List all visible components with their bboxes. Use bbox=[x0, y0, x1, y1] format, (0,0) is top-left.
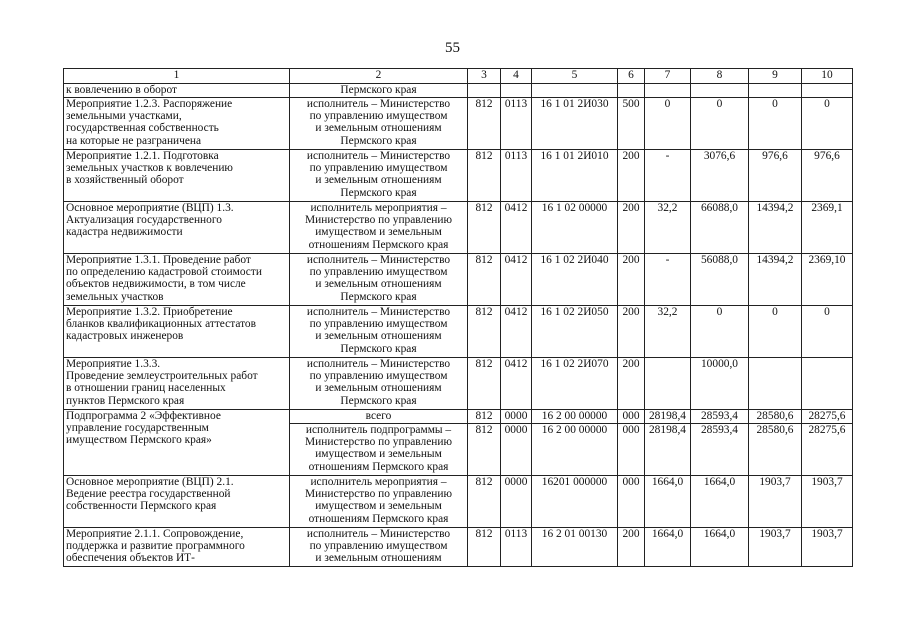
amount-cell-7: 32,2 bbox=[645, 306, 691, 358]
amount-cell-8: 28593,4 bbox=[691, 424, 749, 476]
column-header: 4 bbox=[501, 69, 532, 84]
amount-cell-8: 10000,0 bbox=[691, 358, 749, 410]
grbs-cell: 812 bbox=[468, 254, 501, 306]
amount-cell-8: 0 bbox=[691, 306, 749, 358]
executor-cell: всего bbox=[290, 410, 468, 424]
activity-name-cell: Мероприятие 1.2.3. Распоряжение земельными участками, государственная собственность на которые не разграничена bbox=[64, 98, 290, 150]
executor-cell: исполнитель – Министерство по управлению имуществом и земельным отношениям bbox=[290, 528, 468, 567]
amount-cell-8 bbox=[691, 84, 749, 98]
amount-cell-9: 0 bbox=[749, 306, 802, 358]
amount-cell-10: 2369,10 bbox=[802, 254, 853, 306]
amount-cell-7: 1664,0 bbox=[645, 528, 691, 567]
subprogram-name-cell: Подпрограмма 2 «Эффективное управление государственным имуществом Пермского края» bbox=[64, 410, 290, 476]
expense-type-cell: 200 bbox=[618, 528, 645, 567]
amount-cell-10: 28275,6 bbox=[802, 410, 853, 424]
activity-name-cell: Основное мероприятие (ВЦП) 2.1. Ведение реестра государственной собственности Пермского края bbox=[64, 476, 290, 528]
table-row bbox=[64, 528, 853, 567]
target-article-cell: 16 2 00 00000 bbox=[532, 424, 618, 476]
budget-table bbox=[63, 68, 853, 567]
grbs-cell: 812 bbox=[468, 410, 501, 424]
table-row bbox=[64, 150, 853, 202]
column-number-row bbox=[64, 69, 853, 84]
activity-name-cell: Мероприятие 1.3.3. Проведение землеустроительных работ в отношении границ населенных пунктов Пермского края bbox=[64, 358, 290, 410]
grbs-cell bbox=[468, 84, 501, 98]
column-header: 5 bbox=[532, 69, 618, 84]
amount-cell-10: 1903,7 bbox=[802, 476, 853, 528]
amount-cell-7: 0 bbox=[645, 98, 691, 150]
section-cell: 0412 bbox=[501, 202, 532, 254]
amount-cell-8: 0 bbox=[691, 98, 749, 150]
executor-cell: исполнитель – Министерство по управлению имуществом и земельным отношениям Пермского края bbox=[290, 358, 468, 410]
table-row bbox=[64, 98, 853, 150]
grbs-cell: 812 bbox=[468, 424, 501, 476]
amount-cell-10 bbox=[802, 358, 853, 410]
table-row bbox=[64, 358, 853, 410]
target-article-cell: 16 1 02 2И050 bbox=[532, 306, 618, 358]
section-cell: 0113 bbox=[501, 528, 532, 567]
target-article-cell: 16 2 00 00000 bbox=[532, 410, 618, 424]
executor-cell: исполнитель – Министерство по управлению имуществом и земельным отношениям Пермского края bbox=[290, 98, 468, 150]
amount-cell-8: 3076,6 bbox=[691, 150, 749, 202]
expense-type-cell: 000 bbox=[618, 476, 645, 528]
amount-cell-7 bbox=[645, 358, 691, 410]
table-row bbox=[64, 84, 853, 98]
amount-cell-10: 0 bbox=[802, 98, 853, 150]
amount-cell-9: 14394,2 bbox=[749, 202, 802, 254]
activity-name-cell: Мероприятие 2.1.1. Сопровождение, поддержка и развитие программного обеспечения объектов ИТ- bbox=[64, 528, 290, 567]
target-article-cell: 16201 000000 bbox=[532, 476, 618, 528]
table-row bbox=[64, 476, 853, 528]
section-cell: 0113 bbox=[501, 98, 532, 150]
executor-cell: исполнитель – Министерство по управлению имуществом и земельным отношениям Пермского края bbox=[290, 254, 468, 306]
column-header: 7 bbox=[645, 69, 691, 84]
amount-cell-9: 976,6 bbox=[749, 150, 802, 202]
executor-cell: исполнитель подпрограммы – Министерство по управлению имуществом и земельным отношениям Пермского края bbox=[290, 424, 468, 476]
executor-cell: исполнитель мероприятия – Министерство по управлению имуществом и земельным отношениям Пермского края bbox=[290, 476, 468, 528]
target-article-cell: 16 1 01 2И030 bbox=[532, 98, 618, 150]
amount-cell-9: 28580,6 bbox=[749, 424, 802, 476]
column-header: 8 bbox=[691, 69, 749, 84]
target-article-cell: 16 1 02 2И070 bbox=[532, 358, 618, 410]
expense-type-cell: 200 bbox=[618, 202, 645, 254]
amount-cell-10: 976,6 bbox=[802, 150, 853, 202]
amount-cell-9 bbox=[749, 358, 802, 410]
activity-name-cell: Мероприятие 1.3.2. Приобретение бланков квалификационных аттестатов кадастровых инженеров bbox=[64, 306, 290, 358]
column-header: 2 bbox=[290, 69, 468, 84]
amount-cell-9: 0 bbox=[749, 98, 802, 150]
target-article-cell: 16 1 02 00000 bbox=[532, 202, 618, 254]
expense-type-cell: 500 bbox=[618, 98, 645, 150]
amount-cell-7: - bbox=[645, 254, 691, 306]
amount-cell-9: 14394,2 bbox=[749, 254, 802, 306]
activity-name-cell: к вовлечению в оборот bbox=[64, 84, 290, 98]
amount-cell-8: 66088,0 bbox=[691, 202, 749, 254]
grbs-cell: 812 bbox=[468, 306, 501, 358]
section-cell: 0000 bbox=[501, 476, 532, 528]
column-header: 9 bbox=[749, 69, 802, 84]
expense-type-cell: 000 bbox=[618, 424, 645, 476]
activity-name-cell: Основное мероприятие (ВЦП) 1.3. Актуализация государственного кадастра недвижимости bbox=[64, 202, 290, 254]
grbs-cell: 812 bbox=[468, 476, 501, 528]
amount-cell-10: 28275,6 bbox=[802, 424, 853, 476]
expense-type-cell: 200 bbox=[618, 254, 645, 306]
column-header: 10 bbox=[802, 69, 853, 84]
section-cell: 0412 bbox=[501, 254, 532, 306]
amount-cell-10: 0 bbox=[802, 306, 853, 358]
grbs-cell: 812 bbox=[468, 150, 501, 202]
expense-type-cell bbox=[618, 84, 645, 98]
target-article-cell: 16 2 01 00130 bbox=[532, 528, 618, 567]
executor-cell: Пермского края bbox=[290, 84, 468, 98]
expense-type-cell: 200 bbox=[618, 150, 645, 202]
grbs-cell: 812 bbox=[468, 358, 501, 410]
amount-cell-9: 1903,7 bbox=[749, 528, 802, 567]
amount-cell-7: 28198,4 bbox=[645, 424, 691, 476]
executor-cell: исполнитель – Министерство по управлению имуществом и земельным отношениям Пермского края bbox=[290, 150, 468, 202]
executor-cell: исполнитель мероприятия – Министерство по управлению имуществом и земельным отношениям Пермского края bbox=[290, 202, 468, 254]
section-cell: 0412 bbox=[501, 306, 532, 358]
section-cell: 0000 bbox=[501, 410, 532, 424]
column-header: 3 bbox=[468, 69, 501, 84]
page-number: 55 bbox=[445, 40, 460, 56]
section-cell: 0113 bbox=[501, 150, 532, 202]
table-row bbox=[64, 410, 853, 424]
amount-cell-9: 1903,7 bbox=[749, 476, 802, 528]
column-header: 6 bbox=[618, 69, 645, 84]
amount-cell-7: - bbox=[645, 150, 691, 202]
target-article-cell bbox=[532, 84, 618, 98]
amount-cell-7: 1664,0 bbox=[645, 476, 691, 528]
section-cell bbox=[501, 84, 532, 98]
amount-cell-10 bbox=[802, 84, 853, 98]
table-row bbox=[64, 254, 853, 306]
target-article-cell: 16 1 01 2И010 bbox=[532, 150, 618, 202]
amount-cell-10: 1903,7 bbox=[802, 528, 853, 567]
grbs-cell: 812 bbox=[468, 98, 501, 150]
amount-cell-8: 1664,0 bbox=[691, 476, 749, 528]
grbs-cell: 812 bbox=[468, 202, 501, 254]
amount-cell-10: 2369,1 bbox=[802, 202, 853, 254]
amount-cell-7: 28198,4 bbox=[645, 410, 691, 424]
amount-cell-9 bbox=[749, 84, 802, 98]
grbs-cell: 812 bbox=[468, 528, 501, 567]
activity-name-cell: Мероприятие 1.2.1. Подготовка земельных участков к вовлечению в хозяйственный оборот bbox=[64, 150, 290, 202]
amount-cell-8: 56088,0 bbox=[691, 254, 749, 306]
amount-cell-8: 28593,4 bbox=[691, 410, 749, 424]
expense-type-cell: 200 bbox=[618, 358, 645, 410]
executor-cell: исполнитель – Министерство по управлению имуществом и земельным отношениям Пермского края bbox=[290, 306, 468, 358]
amount-cell-7: 32,2 bbox=[645, 202, 691, 254]
amount-cell-8: 1664,0 bbox=[691, 528, 749, 567]
expense-type-cell: 000 bbox=[618, 410, 645, 424]
activity-name-cell: Мероприятие 1.3.1. Проведение работ по определению кадастровой стоимости объектов недвижимости, в том числе земельных участков bbox=[64, 254, 290, 306]
amount-cell-9: 28580,6 bbox=[749, 410, 802, 424]
section-cell: 0000 bbox=[501, 424, 532, 476]
table-row bbox=[64, 306, 853, 358]
amount-cell-7 bbox=[645, 84, 691, 98]
table-row bbox=[64, 202, 853, 254]
section-cell: 0412 bbox=[501, 358, 532, 410]
expense-type-cell: 200 bbox=[618, 306, 645, 358]
column-header: 1 bbox=[64, 69, 290, 84]
target-article-cell: 16 1 02 2И040 bbox=[532, 254, 618, 306]
